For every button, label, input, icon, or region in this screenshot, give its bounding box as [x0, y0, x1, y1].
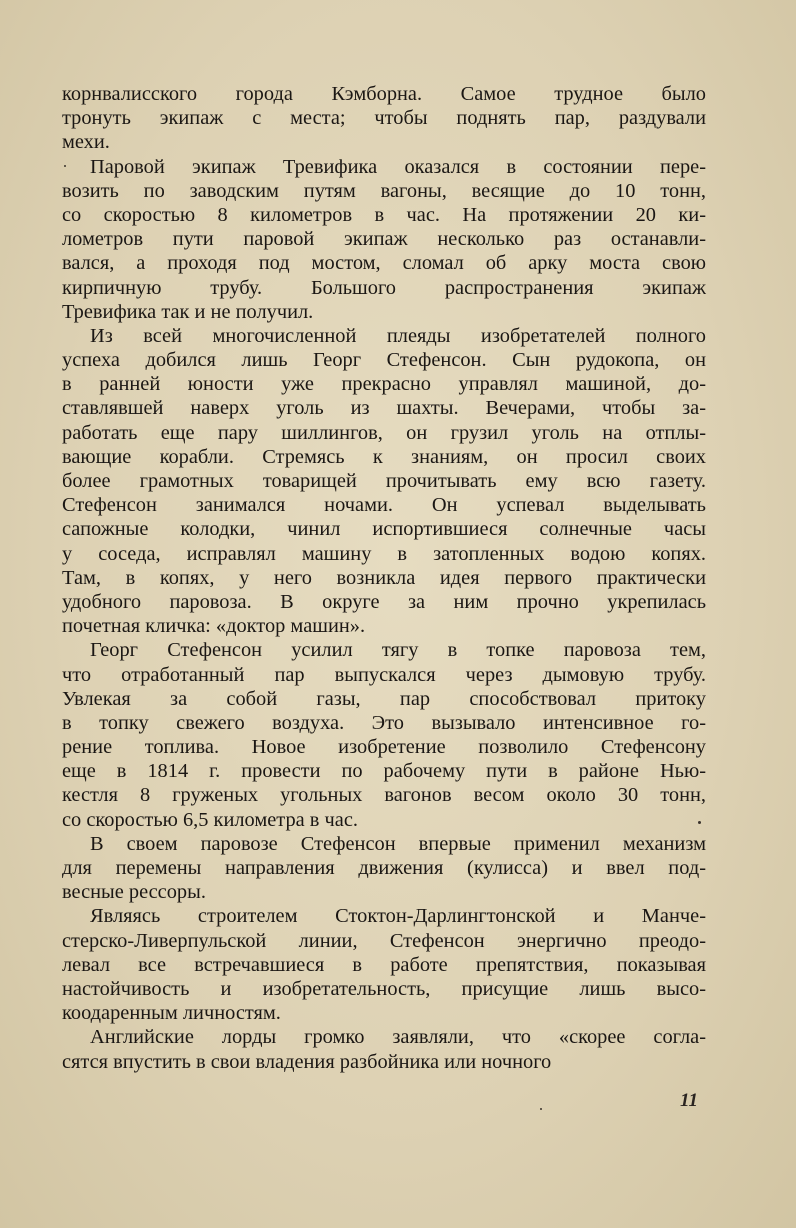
text-line: возить по заводским путям вагоны, весящие до 10 тонн, [62, 179, 706, 202]
text-line: со скоростью 8 километров в час. На протяжении 20 ки- [62, 203, 706, 226]
text-line: со скоростью 6,5 километра в час. [62, 808, 358, 831]
text-line: ставлявшей наверх уголь из шахты. Вечерами, чтобы за- [62, 397, 706, 420]
text-line: сапожные колодки, чинил испортившиеся солнечные часы [62, 518, 706, 541]
paragraph [62, 1025, 706, 1073]
text-line: стерско-Ливерпульской линии, Стефенсон энергично преодо- [62, 929, 706, 952]
text-line: Стефенсон занимался ночами. Он успевал выделывать [62, 494, 706, 517]
text-line: успеха добился лишь Георг Стефенсон. Сын рудокопа, он [62, 349, 706, 372]
ink-speck [64, 165, 66, 167]
text-line: Из всей многочисленной плеяды изобретателей полного [90, 324, 706, 347]
text-line: мехи. [62, 131, 110, 154]
text-line: Паровой экипаж Тревифика оказался в состоянии пере- [90, 155, 706, 178]
text-line: Являясь строителем Стоктон-Дарлингтонской и Манче- [90, 905, 706, 928]
text-line: тронуть экипаж с места; чтобы поднять пар, раздували [62, 107, 706, 130]
text-line: у соседа, исправлял машину в затопленных водою копях. [62, 542, 706, 565]
text-line: работать еще пару шиллингов, он грузил уголь на отплы- [62, 421, 706, 444]
ink-speck [540, 1108, 542, 1110]
paragraph [62, 155, 706, 324]
text-line: левал все встречавшиеся в работе препятствия, показывая [62, 953, 706, 976]
text-line: Английские лорды громко заявляли, что «скорее согла- [90, 1026, 706, 1049]
text-line: вался, а проходя под мостом, сломал об арку моста свою [62, 252, 706, 275]
text-line: Увлекая за собой газы, пар способствовал притоку [62, 687, 706, 710]
text-line: для перемены направления движения (кулисса) и ввел под- [62, 857, 706, 879]
text-line: что отработанный пар выпускался через дымовую трубу. [62, 663, 706, 686]
text-line: Там, в копях, у него возникла идея первого практически [62, 566, 706, 589]
text-line: Георг Стефенсон усилил тягу в топке паровоза тем, [90, 639, 706, 662]
paragraph [62, 904, 706, 1025]
text-line: кирпичную трубу. Большого распространения экипаж [62, 276, 706, 299]
text-line: настойчивость и изобретательность, присущие лишь высо- [62, 977, 706, 1000]
text-line: сятся впустить в свои владения разбойника или ночного [62, 1050, 552, 1073]
text-line: удобного паровоза. В округе за ним прочно укрепилась [62, 590, 706, 613]
text-line: почетная кличка: «доктор машин». [62, 615, 366, 638]
text-line: весные рессоры. [62, 881, 206, 904]
text-line: Тревифика так и не получил. [62, 300, 314, 323]
paragraph [62, 832, 706, 905]
text-line: еще в 1814 г. провести по рабочему пути в районе Нью- [62, 760, 706, 783]
paragraph [62, 638, 706, 832]
paragraph [62, 82, 706, 155]
text-line: более грамотных товарищей прочитывать ему всю газету. [62, 470, 706, 492]
text-line: кестля 8 груженых угольных вагонов весом около 30 тонн, [62, 784, 706, 807]
text-line: коодаренным личностям. [62, 1002, 281, 1025]
text-line: рение топлива. Новое изобретение позволило Стефенсону [62, 736, 706, 759]
body-text [62, 82, 706, 1074]
text-line: в топку свежего воздуха. Это вызывало интенсивное го- [62, 711, 706, 734]
text-line: В своем паровозе Стефенсон впервые применил механизм [90, 832, 706, 855]
text-line: лометров пути паровой экипаж несколько раз останавли- [62, 228, 706, 251]
text-line: в ранней юности уже прекрасно управлял машиной, до- [62, 373, 706, 396]
paragraph [62, 324, 706, 638]
text-line: корнвалисского города Кэмборна. Самое трудное было [62, 83, 706, 105]
page-number: 11 [680, 1090, 698, 1111]
text-line: вающие корабли. Стремясь к знаниям, он просил своих [62, 445, 706, 468]
ink-speck [698, 821, 701, 824]
